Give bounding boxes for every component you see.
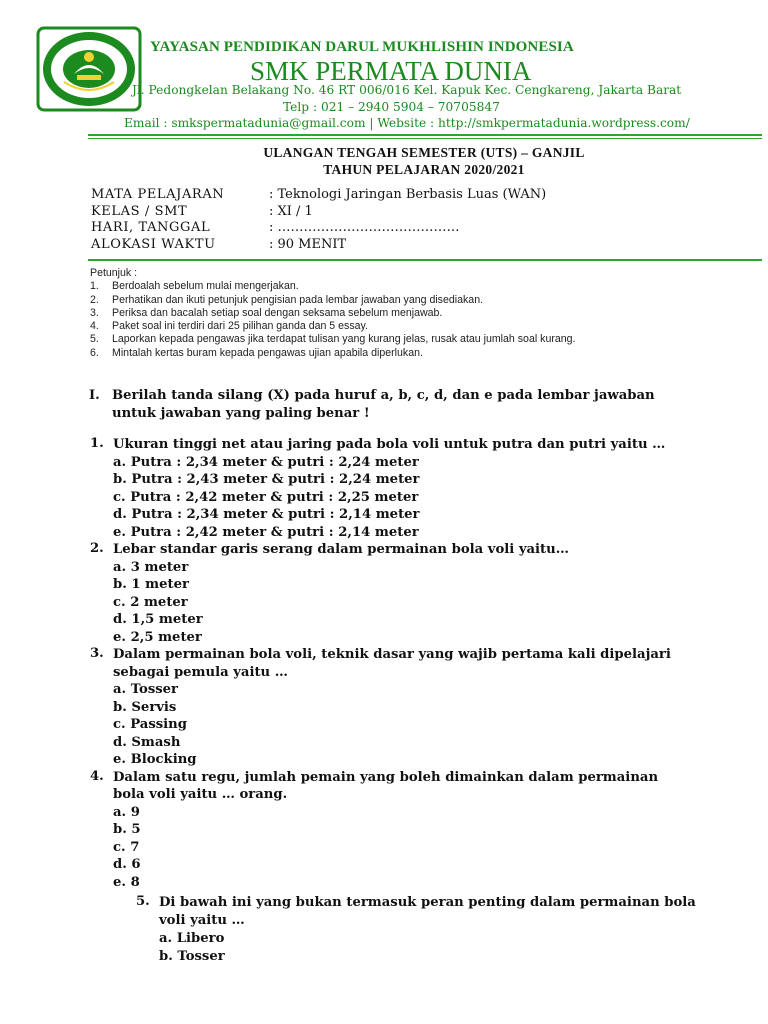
info-value: : Teknologi Jaringan Berbasis Luas (WAN): [269, 187, 547, 202]
info-divider: [88, 259, 762, 261]
answer-option: b. 1 meter: [113, 577, 189, 592]
info-label: HARI, TANGGAL: [91, 220, 211, 235]
question-item: [90, 541, 690, 646]
info-value: : XI / 1: [269, 203, 313, 219]
section-text: Berilah tanda silang (X) pada huruf a, b, c, d, dan e pada lembar jawaban untuk jawaban yang paling benar !: [112, 388, 655, 421]
info-value: : 90 MENIT: [269, 236, 347, 252]
section-heading: [89, 387, 689, 423]
instruction-item: [90, 280, 575, 293]
school-contact: Email : smkspermatadunia@gmail.com | Website : http://smkpermatadunia.wordpress.com/: [124, 116, 690, 130]
instruction-number: 3.: [90, 306, 99, 319]
question-number: 4.: [90, 768, 104, 784]
info-label: MATA PELAJARAN: [91, 187, 225, 202]
question-item: [90, 769, 690, 892]
question-item: [136, 894, 696, 966]
school-logo: [34, 24, 144, 114]
instruction-number: 2.: [90, 293, 99, 306]
question-text: Di bawah ini yang bukan termasuk peran penting dalam permainan bola voli yaitu …: [159, 895, 696, 928]
instruction-number: 6.: [90, 346, 99, 359]
question-number: 3.: [90, 646, 104, 661]
answer-option: b. Putra : 2,43 meter & putri : 2,24 meter: [113, 472, 420, 487]
info-row-subject: [91, 187, 546, 204]
instruction-text: Berdoalah sebelum mulai mengerjakan.: [112, 280, 299, 293]
instruction-text: Paket soal ini terdiri dari 25 pilihan ganda dan 5 essay.: [112, 320, 368, 333]
instruction-text: Laporkan kepada pengawas jika terdapat tulisan yang kurang jelas, rusak atau jumlah soal kurang.: [112, 333, 576, 346]
question-list: [90, 436, 690, 891]
instruction-text: Perhatikan dan ikuti petunjuk pengisian pada lembar jawaban yang disediakan.: [112, 293, 484, 306]
answer-option: a. 9: [113, 804, 140, 820]
answer-option: d. Putra : 2,34 meter & putri : 2,14 meter: [113, 507, 420, 522]
answer-option: e. 8: [113, 874, 140, 890]
answer-option: c. 2 meter: [113, 594, 188, 610]
answer-option: c. Passing: [113, 717, 187, 732]
school-address: Jl. Pedongkelan Belakang No. 46 RT 006/016 Kel. Kapuk Kec. Cengkareng, Jakarta Barat: [132, 83, 682, 97]
foundation-name: YAYASAN PENDIDIKAN DARUL MUKHLISHIN INDONESIA: [150, 39, 574, 55]
answer-option: b. Servis: [113, 699, 177, 715]
question-number: 2.: [90, 541, 104, 556]
header-divider-thin: [88, 138, 762, 139]
answer-option: d. Smash: [113, 734, 181, 750]
answer-option: e. Blocking: [113, 752, 197, 767]
answer-option: c. Putra : 2,42 meter & putri : 2,25 meter: [113, 489, 419, 505]
instruction-item: [90, 347, 575, 360]
section-number: I.: [89, 388, 100, 403]
instruction-text: Mintalah kertas buram kepada pengawas ujian apabila diperlukan.: [112, 346, 423, 359]
answer-option: d. 1,5 meter: [113, 612, 203, 627]
question-text: Lebar standar garis serang dalam permainan bola voli yaitu…: [113, 542, 569, 557]
question-number: 5.: [136, 894, 150, 909]
question-item: [90, 436, 690, 541]
info-label: ALOKASI WAKTU: [91, 236, 216, 252]
answer-option: e. Putra : 2,42 meter & putri : 2,14 meter: [113, 524, 419, 540]
info-row-class: [91, 204, 546, 221]
instruction-item: [90, 307, 575, 320]
answer-option: a. 3 meter: [113, 559, 189, 575]
answer-option: b. 5: [113, 822, 141, 837]
exam-title: ULANGAN TENGAH SEMESTER (UTS) – GANJIL: [263, 145, 585, 160]
instruction-item: [90, 294, 575, 307]
instruction-item: [90, 320, 575, 333]
instruction-text: Periksa dan bacalah setiap soal dengan seksama sebelum menjawab.: [112, 306, 443, 319]
info-label: KELAS / SMT: [91, 203, 188, 219]
answer-option: a. Libero: [159, 931, 225, 946]
instruction-item: [90, 333, 575, 346]
answer-option: d. 6: [113, 857, 141, 872]
instruction-number: 4.: [90, 320, 99, 333]
question-text: Dalam satu regu, jumlah pemain yang boleh dimainkan dalam permainan bola voli yaitu … orang.: [113, 769, 659, 802]
info-row-date: [91, 220, 546, 237]
instructions-heading: Petunjuk :: [90, 267, 138, 279]
instructions: [90, 267, 575, 360]
exam-year: TAHUN PELAJARAN 2020/2021: [323, 162, 525, 177]
answer-option: a. Tosser: [113, 682, 179, 697]
info-value: : ……………………………………: [269, 220, 460, 235]
question-number: 1.: [90, 436, 104, 451]
answer-option: a. Putra : 2,34 meter & putri : 2,24 meter: [113, 454, 419, 470]
exam-info: [91, 187, 546, 253]
school-phone: Telp : 021 – 2940 5904 – 70705847: [283, 100, 500, 114]
question-text: Dalam permainan bola voli, teknik dasar yang wajib pertama kali dipelajari sebagai pemula yaitu …: [113, 647, 671, 680]
question-text: Ukuran tinggi net atau jaring pada bola voli untuk putra dan putri yaitu …: [113, 437, 666, 452]
question-item: [90, 646, 690, 769]
answer-option: c. 7: [113, 839, 140, 855]
instruction-number: 1.: [90, 280, 99, 293]
header-divider: [88, 134, 762, 136]
school-name: SMK PERMATA DUNIA: [250, 56, 532, 86]
answer-option: b. Tosser: [159, 949, 225, 964]
answer-option: e. 2,5 meter: [113, 629, 202, 645]
instruction-number: 5.: [90, 333, 99, 346]
info-row-duration: [91, 237, 546, 254]
